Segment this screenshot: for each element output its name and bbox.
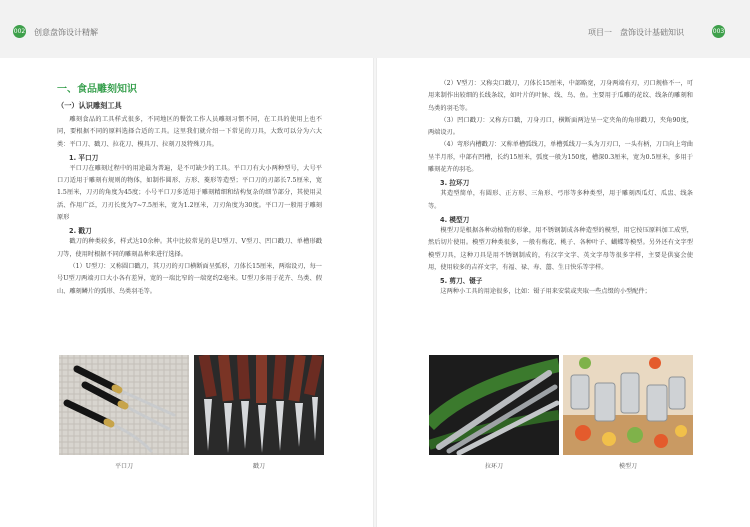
- carving-tools-photo: [194, 355, 324, 455]
- intro-paragraph: 雕刻食品的工具样式很多，不同地区的餐饮工作人员雕刻习惯不同，在工具的使用上也不同，要根据不同的原料选择合适的工具。这里我们就介绍一下常见的刀具，大致可以分为六大类：平口刀、戳刀、拉花刀、模具刀、拉刻刀及特殊刀具。: [57, 116, 322, 148]
- flat-knife-photo: [59, 355, 189, 455]
- left-page-body: [57, 74, 322, 298]
- item4-title: 4. 模型刀: [440, 215, 470, 224]
- book-gutter: [373, 58, 377, 527]
- mold-cutters-caption: 模型刀: [618, 463, 637, 470]
- item2-paragraph: 戳刀的种类较多，样式达10余种。其中比较常见的是U型刀、V型刀、凹口戳刀、单槽形戳刀等，使用时根据不同的雕刻品种来进行选择。: [57, 238, 322, 258]
- subsection-title: （一）认识雕刻工具: [57, 101, 122, 110]
- square-knife-paragraph: （3）凹口戳刀：又称方口戳，刀身刃口，横断面两边呈一定夹角的角形戳刀，夹角90度，两端设刃。: [428, 116, 693, 137]
- loop-tools-caption: 拉环刀: [484, 463, 503, 470]
- mold-cutters-photo: [563, 355, 693, 455]
- item5-paragraph: 这两种小工具的用途很多，比如：镊子用来安装或夹取一些点缀的小型配件；: [440, 288, 651, 296]
- item3-paragraph: 其造型简单，有圆形、正方形、三角形、弓形等多种类型，用于雕刻西瓜灯、瓜盅、线条等。: [428, 190, 693, 210]
- item1-paragraph: 平口刀在雕刻过程中的用途最为普遍，是不可缺少的工具。平口刀有大小两种型号，大号平口刀适用于雕刻有规则的物体，如制作圆形、方形、菱形等造型；平口刀的刃部长7.5厘米，宽1.5厘米，刀刃的角度为45度；小号平口刀多适用于雕刻精细和结构复杂的细节部分，其使用灵活、作用广泛，刀刃长度为7~7.5厘米，宽为1.2厘米，刀刃角度为30度。平口刀一般用于雕刻原形: [57, 164, 322, 222]
- item4-paragraph: 模型刀是根据各种动植物的形象，用不锈钢制成各种造型的模型，用它按压原料加工成型，然后切片使用。模型刀种类很多，一般有梅花、桃子、各种叶子、蝴蝶等模型。另外还有文字型模型刀具，这种刀具是用不锈钢制成的，有汉字文字、英文字母等很多字样，主要是供宴会使用，使用较多的吉祥文字，有福、禄、寿、囍、生日快乐等字样。: [428, 226, 693, 271]
- right-page-body: [428, 78, 693, 298]
- item3-title: 3. 拉环刀: [440, 179, 470, 188]
- groove-knife-paragraph: （4）弯形内槽戳刀：又称单槽弧线刀，单槽弧线刀一头为刀刃口，一头有柄，刀口向上弯曲呈半月形，中部有凹槽，长约15厘米，弧度一般为150度，槽深0.3厘米，宽为0.5厘米，多用于雕刻花卉的羽毛。: [428, 141, 693, 174]
- item2-title: 2. 戳刀: [69, 227, 92, 236]
- v-knife-paragraph: （2）V型刀：又称尖口戳刀，刀体长15厘米，中部略宽，刀身两端有刃，刃口规格不一，可用来制作出较细的长线条纹，如叶片的叶脉、线、鸟、鱼。主要用于瓜雕的花纹、线条的雕刻和鸟类的羽毛等。: [428, 80, 693, 112]
- left-page-number: 002: [13, 25, 26, 38]
- item1-title: 1. 平口刀: [69, 153, 99, 162]
- right-running-head: 项目一 盘饰设计基础知识: [588, 28, 684, 37]
- loop-tools-photo: [429, 355, 559, 455]
- item5-title: 5. 剪刀、镊子: [440, 277, 483, 286]
- flat-knife-caption: 平口刀: [114, 463, 133, 470]
- right-page-number: 003: [712, 25, 725, 38]
- left-running-head: 创意盘饰设计精解: [34, 28, 98, 37]
- carving-tools-caption: 戳刀: [252, 463, 265, 470]
- section-title: 一、食品雕刻知识: [57, 84, 137, 95]
- item2-paragraph-2: （1）U型刀：又称圆口戳刀，其刀刃的刃口横断面呈弧形，刀体长15厘米，两端设刃，每一号U型刀两端刃口大小各有差异，宽的一端比窄的一端宽约2毫米。U型刀多用于花卉、鸟类、假山、雕刻鳞片的弧形、鸟类羽毛等。: [57, 262, 322, 295]
